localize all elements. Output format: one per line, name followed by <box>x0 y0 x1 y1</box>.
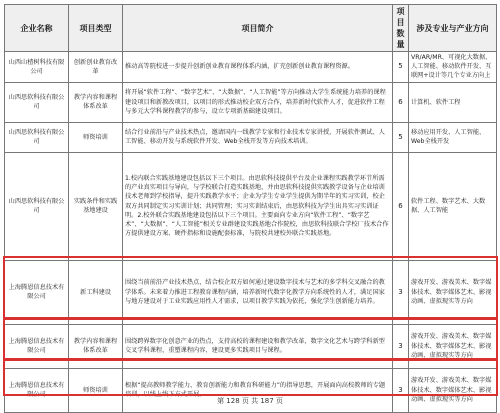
cell-desc: 围绕当前前沿产业技术热点，结合校企双方如何通过建设数字技术与艺术的多学科交叉融合的教学体系。未来着力推进工程教育课程内涵，培养新时代数字化教学方向系统性的人才，满足国家与地方建设对于工业实践应用性人才需求，以项目教学实践为依托，强化学生创新能力培养。 <box>123 260 393 324</box>
cell-type: 教学内容和课程体系改革 <box>69 82 123 122</box>
table-row <box>5 82 497 122</box>
cell-company: 山西山楂树科技有限公司 <box>5 52 69 83</box>
table-row <box>5 52 497 83</box>
cell-majors: 计算机、软件工程 <box>409 82 497 122</box>
header-count: 项目数量 <box>393 5 409 52</box>
cell-count: 6 <box>393 152 409 260</box>
cell-count: 5 <box>393 52 409 83</box>
table-row <box>5 152 497 260</box>
cell-majors: 游戏开发、游戏美术、数字媒体技术、数字媒体艺术、影视动画、虚拟现实等方向 <box>409 368 497 412</box>
cell-count: 3 <box>393 324 409 368</box>
cell-type: 新工科建设 <box>69 260 123 324</box>
cell-majors: VR/AR/MR、可视化大数据、人工智能、移动软件开发、互联网+设计等几个专业方向上 <box>409 52 497 83</box>
cell-type: 创新创业教育改革 <box>69 52 123 83</box>
page-footer: 第 128 页 共 187 页 <box>217 397 283 405</box>
table-row <box>5 324 497 368</box>
cell-count: 6 <box>393 82 409 122</box>
header-majors: 涉及专业与产业方向 <box>409 5 497 52</box>
cell-type: 实践条件和实践基地建设 <box>69 152 123 260</box>
cell-type: 师资培训 <box>69 122 123 152</box>
cell-type: 师资培训 <box>69 368 123 412</box>
cell-desc: 围绕跨界数字化创意产业的热点，支持高校的课程建设和教学改革，数字文化艺术与跨学科新型交叉学科课程，重塑课程内容、建设更多实践项目与课程。 <box>123 324 393 368</box>
table-row <box>5 260 497 324</box>
cell-desc: 结合行业前沿与产业技术热点，邀请国内一线教学专家和行业技术专家讲授，开展软件测试、人工智能、移动开发与系统软件开发、Web全栈开发等方向技术培训。 <box>123 122 393 152</box>
cell-company: 上海腾恩信息技术有限公司 <box>5 324 69 368</box>
cell-majors: 游戏开发、游戏美术、数字媒体技术、数字媒体艺术、影视动画、虚拟现实等方向 <box>409 324 497 368</box>
cell-desc: 根据“提高教师教学能力、教育创新能力和教育科研能力”的指导思想，开展面向高校教师的专题培训，以线上线下方式开展。 <box>123 368 393 412</box>
cell-type: 教学内容和课程体系改革 <box>69 324 123 368</box>
cell-count: 3 <box>393 260 409 324</box>
cell-company: 上海腾恩信息技术有限公司 <box>5 368 69 412</box>
cell-count: 3 <box>393 368 409 412</box>
cell-company: 上海腾恩信息技术有限公司 <box>5 260 69 324</box>
cell-majors: 游戏开发、游戏美术、数字媒体技术、数字媒体艺术、影视动画、虚拟现实等方向 <box>409 260 497 324</box>
cell-desc: 将开展“软件工程”、“数字艺术”、“大数据”、“人工智能”等方向推动大学生系统能力培养的课程建设项目和新教改项目，以项目的形式推动校企双方合作，培养新时代软件人才，促进软件工程与多元大学科课程教学的参与，设立专项新基础建设项目。 <box>123 82 393 122</box>
cell-company: 山西思软科技有限公司 <box>5 152 69 260</box>
cell-company: 山西思软科技有限公司 <box>5 122 69 152</box>
cell-desc: 推动高等院校进一步提升创新创业教育课程体系内涵，扩充创新创业教育课程资源。 <box>123 52 393 83</box>
header-type: 项目类型 <box>69 5 123 52</box>
header-desc: 项目简介 <box>123 5 393 52</box>
cell-company: 山西思软科技有限公司 <box>5 82 69 122</box>
cell-majors: 移动应用开发、人工智能、Web全栈开发 <box>409 122 497 152</box>
cell-desc: 1.校内联合实践基地建设包括以下三个项目。由思软科技提供平台及企业课程实践教学环节所需的产业真实项目与导向，与学校联合打造实践基地，并由思软科技提供实践教学设备与企业培训技术老师到学校指导，提升实践教学水平；企业为学生专业学生提供为期半年的实习实训，校企双方共同制定实习实训计划；共同管理；实习实训结束后，由思软科技为学生出具实习实训证明。2.校外联合实践基地建设包括以下三个项目。主要面向专业方向“软件工程”、“数字艺术”、“大数据”、“人工智能”相关专业群建设实践基地合作院校，由思软科技联合学校厂技术合作方提供建设方案、硬件指标和设施配套标准，与院校共建校外联合实践基地。 <box>123 152 393 260</box>
project-table <box>4 4 497 413</box>
header-company: 企业名称 <box>5 5 69 52</box>
table-row <box>5 122 497 152</box>
table-header-row <box>5 5 497 52</box>
cell-majors: 软件工程、数字艺术、大数据、人工智能 <box>409 152 497 260</box>
cell-count: 5 <box>393 122 409 152</box>
